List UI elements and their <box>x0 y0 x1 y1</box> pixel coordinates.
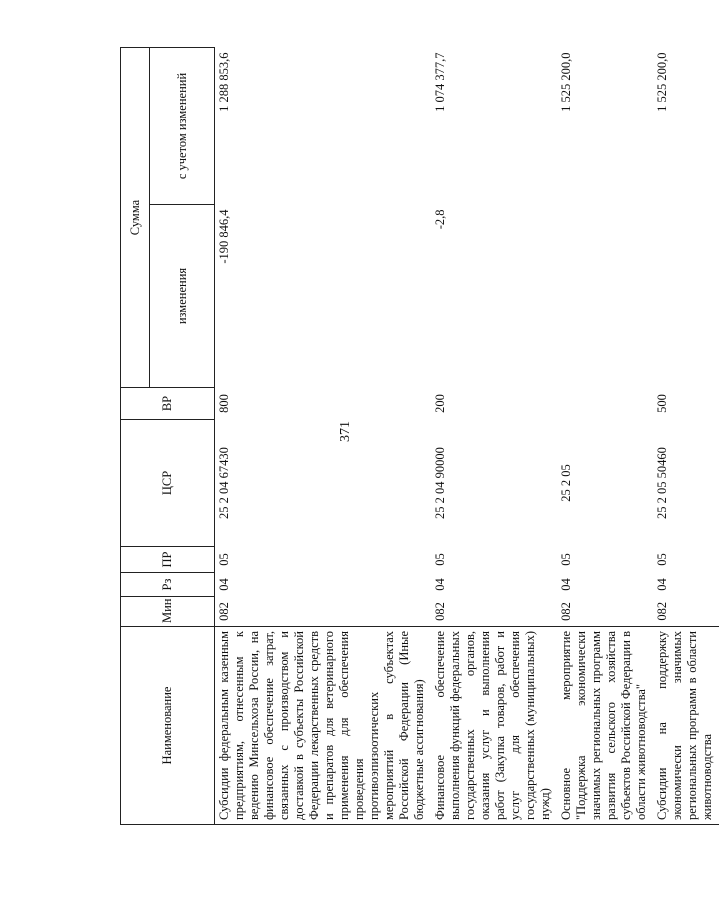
header-name: Наименование <box>121 627 215 825</box>
row-change: -2,8 <box>433 209 447 230</box>
row-name: Финансовое обеспечение выполнения функций федеральных государственных органов, оказания услуг и выполнения работ (Закупка товаров, работ и услуг для обеспечения государственных (муниципальных) нужд) <box>431 627 557 825</box>
header-changes: изменения <box>150 205 215 388</box>
row-pr: 05 <box>217 553 231 566</box>
row-rz: 04 <box>655 578 669 591</box>
table-row <box>431 48 557 825</box>
row-rz: 04 <box>217 578 231 591</box>
page-number: 371 <box>338 421 353 442</box>
row-min: 082 <box>655 601 669 621</box>
header-csr: ЦСР <box>121 420 215 547</box>
row-csr: 25 2 05 <box>559 464 573 502</box>
row-csr: 25 2 04 90000 <box>433 447 447 519</box>
header-sum: Сумма <box>121 48 150 388</box>
row-total: 1 074 377,7 <box>433 52 447 112</box>
row-total: 1 525 200,0 <box>559 52 573 112</box>
table-row <box>557 48 653 825</box>
header-min: Мин <box>121 597 215 627</box>
row-rz: 04 <box>559 578 573 591</box>
rotated-page-content <box>120 48 714 825</box>
row-vr: 200 <box>433 394 447 413</box>
row-csr: 25 2 05 50460 <box>655 447 669 519</box>
row-change <box>653 205 719 388</box>
row-vr: 800 <box>217 394 231 413</box>
row-pr: 05 <box>655 553 669 566</box>
row-vr <box>557 388 653 420</box>
row-change: -190 846,4 <box>217 209 231 264</box>
row-total: 1 525 200,0 <box>655 52 669 112</box>
header-vr: ВР <box>121 388 215 420</box>
row-pr: 05 <box>433 553 447 566</box>
header-with-changes: с учетом изменений <box>150 48 215 205</box>
row-rz: 04 <box>433 578 447 591</box>
table-row <box>653 48 719 825</box>
row-name: Основное мероприятие "Поддержка экономически значимых региональных программ развития сельского хозяйства субъектов Российской Федерации в области животноводства" <box>557 627 653 825</box>
row-min: 082 <box>559 602 573 621</box>
header-pr: ПР <box>121 547 215 573</box>
row-pr: 05 <box>559 553 573 566</box>
table-header <box>120 47 215 825</box>
row-csr: 25 2 04 67430 <box>217 447 231 519</box>
table-body <box>215 48 719 826</box>
row-min: 082 <box>433 602 447 621</box>
row-name: Субсидии федеральным казенным предприятиям, отнесенным к ведению Минсельхоза России, на финансовое обеспечение затрат, связанных с производством и доставкой в субъекты Российской Федерации лекарственных средств и препаратов для ветеринарного применения для обеспечения проведения противоэпизоотических мероприятий в субъектах Российской Федерации (Иные бюджетные ассигнования) <box>215 627 431 825</box>
row-vr: 500 <box>655 394 669 413</box>
row-total: 1 288 853,6 <box>217 52 231 112</box>
header-rz: Рз <box>121 573 215 597</box>
row-name: Субсидии на поддержку экономически значимых региональных программ в области животноводства <box>653 627 719 825</box>
row-change <box>557 205 653 388</box>
table-row <box>215 48 431 825</box>
row-min: 082 <box>217 602 231 621</box>
